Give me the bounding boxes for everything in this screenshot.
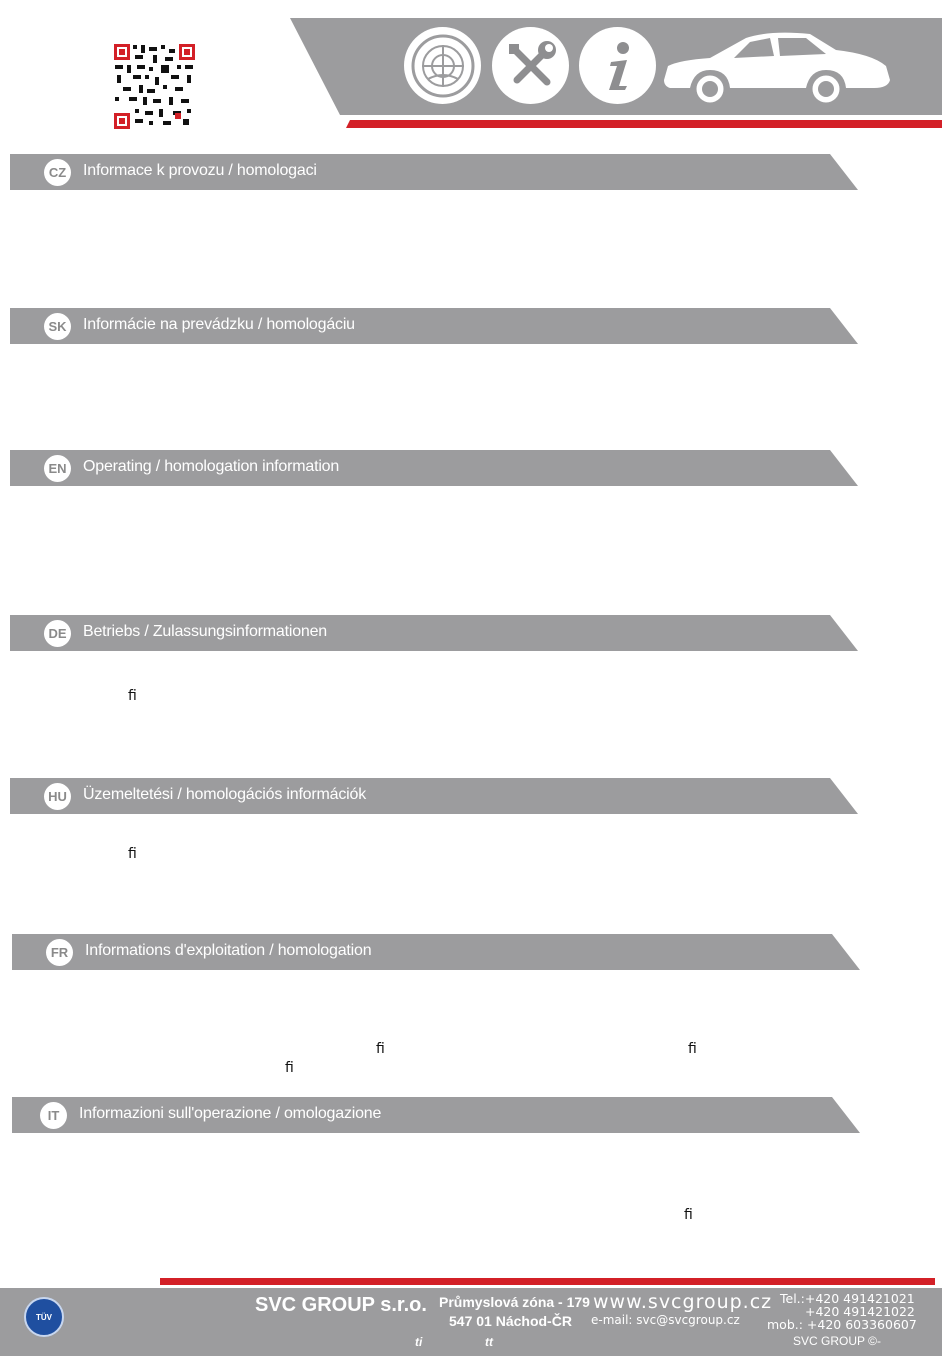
section-cz: [10, 154, 858, 190]
lang-badge-de: DE: [44, 620, 71, 647]
section-de: [10, 615, 858, 651]
lang-badge-hu: HU: [44, 783, 71, 810]
un-emblem-icon: [404, 27, 481, 104]
ligature-glyph: ﬁ: [688, 1041, 697, 1057]
ligature-glyph: ﬁ: [376, 1041, 385, 1057]
ligature-glyph: ﬁ: [128, 688, 137, 704]
lang-badge-cz: CZ: [44, 159, 71, 186]
ligature-glyph: ﬁ: [684, 1207, 693, 1223]
footer-accent-line: [160, 1278, 935, 1285]
section-fr: [12, 934, 860, 970]
section-title-en: Operating / homologation information: [83, 458, 340, 475]
lang-badge-fr: FR: [46, 939, 73, 966]
section-en: [10, 450, 858, 486]
info-icon: [579, 27, 656, 104]
footer-fragment: tt: [485, 1335, 493, 1349]
section-hu: [10, 778, 858, 814]
phone-1: Tel.:+420 491421021: [780, 1291, 915, 1306]
section-title-sk: Informácie na prevádzku / homologáciu: [83, 316, 355, 333]
car-icon: [660, 28, 892, 108]
section-title-fr: Informations d'exploitation / homologation: [85, 942, 372, 959]
website-link[interactable]: www.svcgroup.cz: [593, 1291, 773, 1313]
address-line1: Průmyslová zóna - 179: [439, 1294, 590, 1310]
tuv-certification-logo: TÜV: [24, 1297, 64, 1337]
ligature-glyph: ﬁ: [128, 846, 137, 862]
email-link[interactable]: e-mail: svc@svcgroup.cz: [591, 1313, 740, 1327]
company-name: SVC GROUP s.r.o.: [255, 1294, 427, 1316]
lang-badge-it: IT: [40, 1102, 67, 1129]
phone-2: +420 491421022: [805, 1304, 915, 1319]
section-title-it: Informazioni sull'operazione / omologazione: [79, 1105, 382, 1122]
lang-badge-en: EN: [44, 455, 71, 482]
ligature-glyph: ﬁ: [285, 1060, 294, 1076]
address-line2: 547 01 Náchod-ČR: [449, 1313, 572, 1329]
section-title-hu: Üzemeltetési / homologációs információk: [83, 786, 366, 803]
lang-badge-sk: SK: [44, 313, 71, 340]
section-it: [12, 1097, 860, 1133]
mobile-phone: mob.: +420 603360607: [767, 1317, 917, 1332]
section-title-cz: Informace k provozu / homologaci: [83, 162, 317, 179]
tools-icon: [492, 27, 569, 104]
section-title-de: Betriebs / Zulassungsinformationen: [83, 623, 327, 640]
footer-fragment: ti: [415, 1335, 423, 1349]
copyright: SVC GROUP ©-: [793, 1334, 881, 1348]
section-sk: [10, 308, 858, 344]
